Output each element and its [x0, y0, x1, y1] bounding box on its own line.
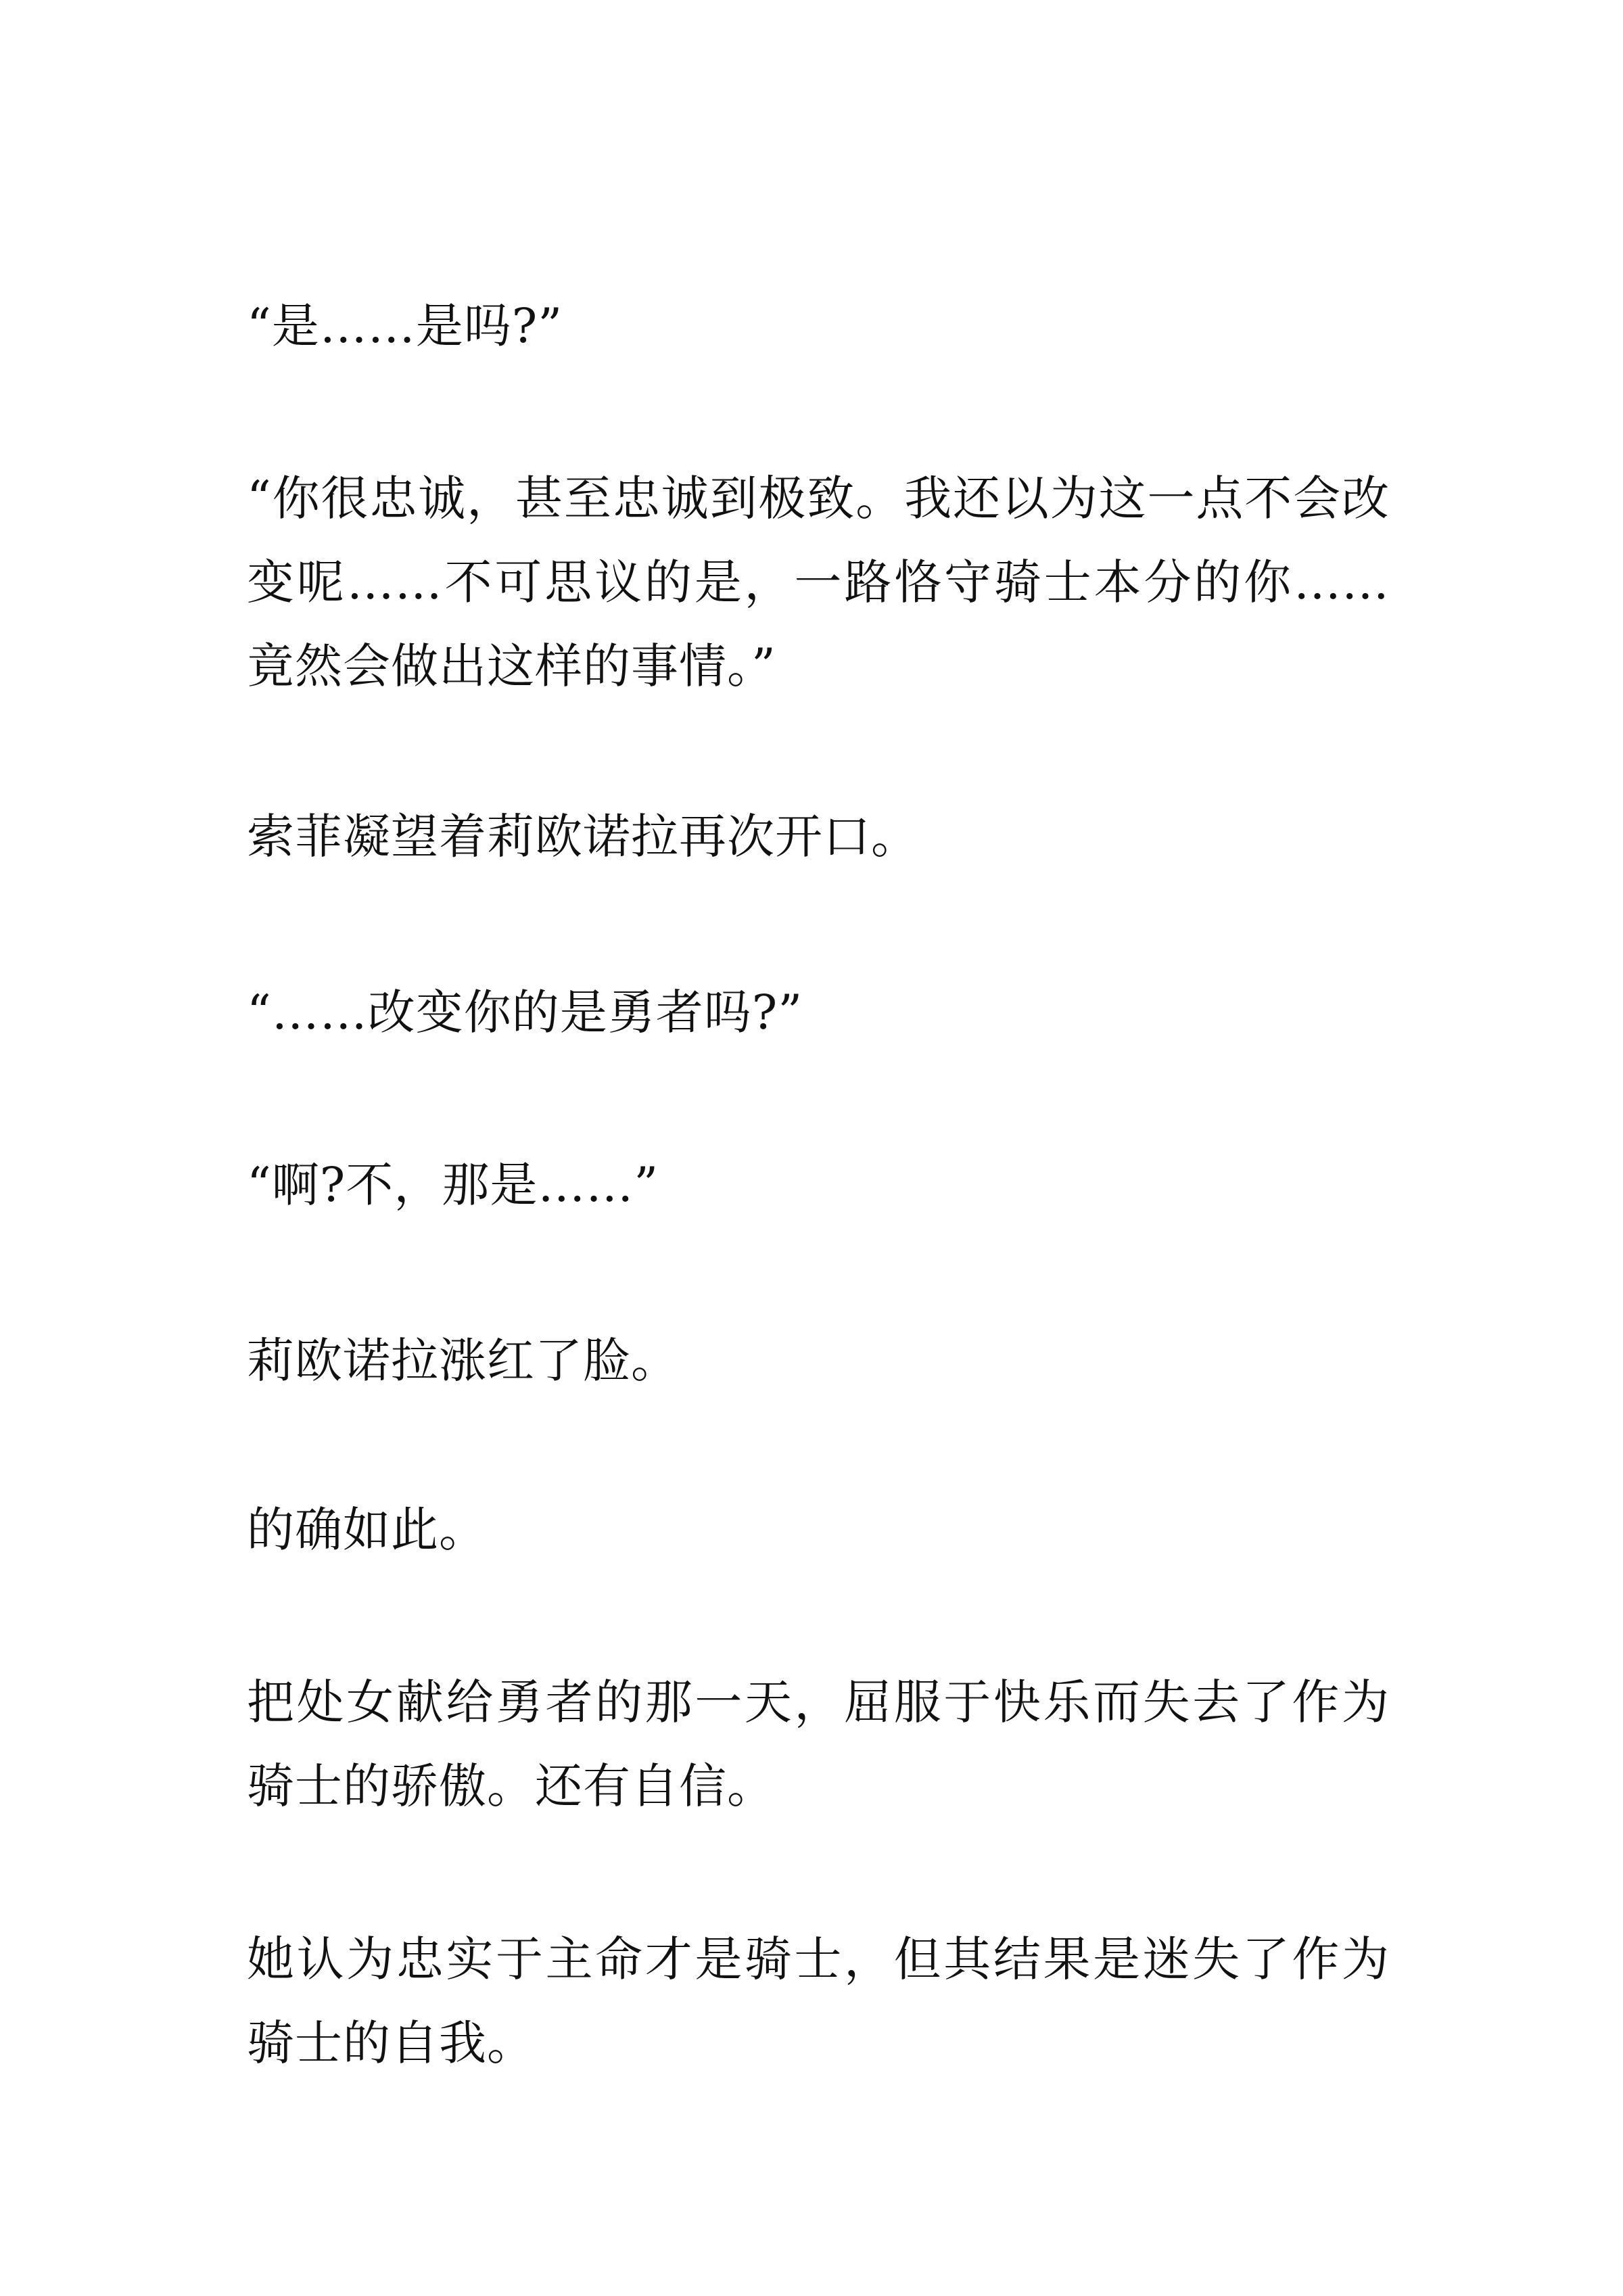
paragraph-4: “……改变你的是勇者吗?”: [247, 985, 803, 1040]
paragraph-9: 她认为忠实于主命才是骑士，但其结果是迷失了作为骑士的自我。: [247, 1931, 1390, 2071]
paragraph-1: “是……是吗?”: [247, 298, 563, 354]
paragraph-7: 的确如此。: [247, 1502, 487, 1557]
paragraph-8: 把处女献给勇者的那一天，屈服于快乐而失去了作为骑士的骄傲。还有自信。: [247, 1674, 1390, 1814]
paragraph-2: “你很忠诚，甚至忠诚到极致。我还以为这一点不会改变呢……不可思议的是，一路恪守骑士本分的你……竟然会做出这样的事情。”: [247, 471, 1390, 694]
paragraph-6: 莉欧诺拉涨红了脸。: [247, 1333, 679, 1388]
paragraph-5: “啊?不，那是……”: [247, 1157, 659, 1213]
paragraph-3: 索菲凝望着莉欧诺拉再次开口。: [247, 809, 919, 864]
